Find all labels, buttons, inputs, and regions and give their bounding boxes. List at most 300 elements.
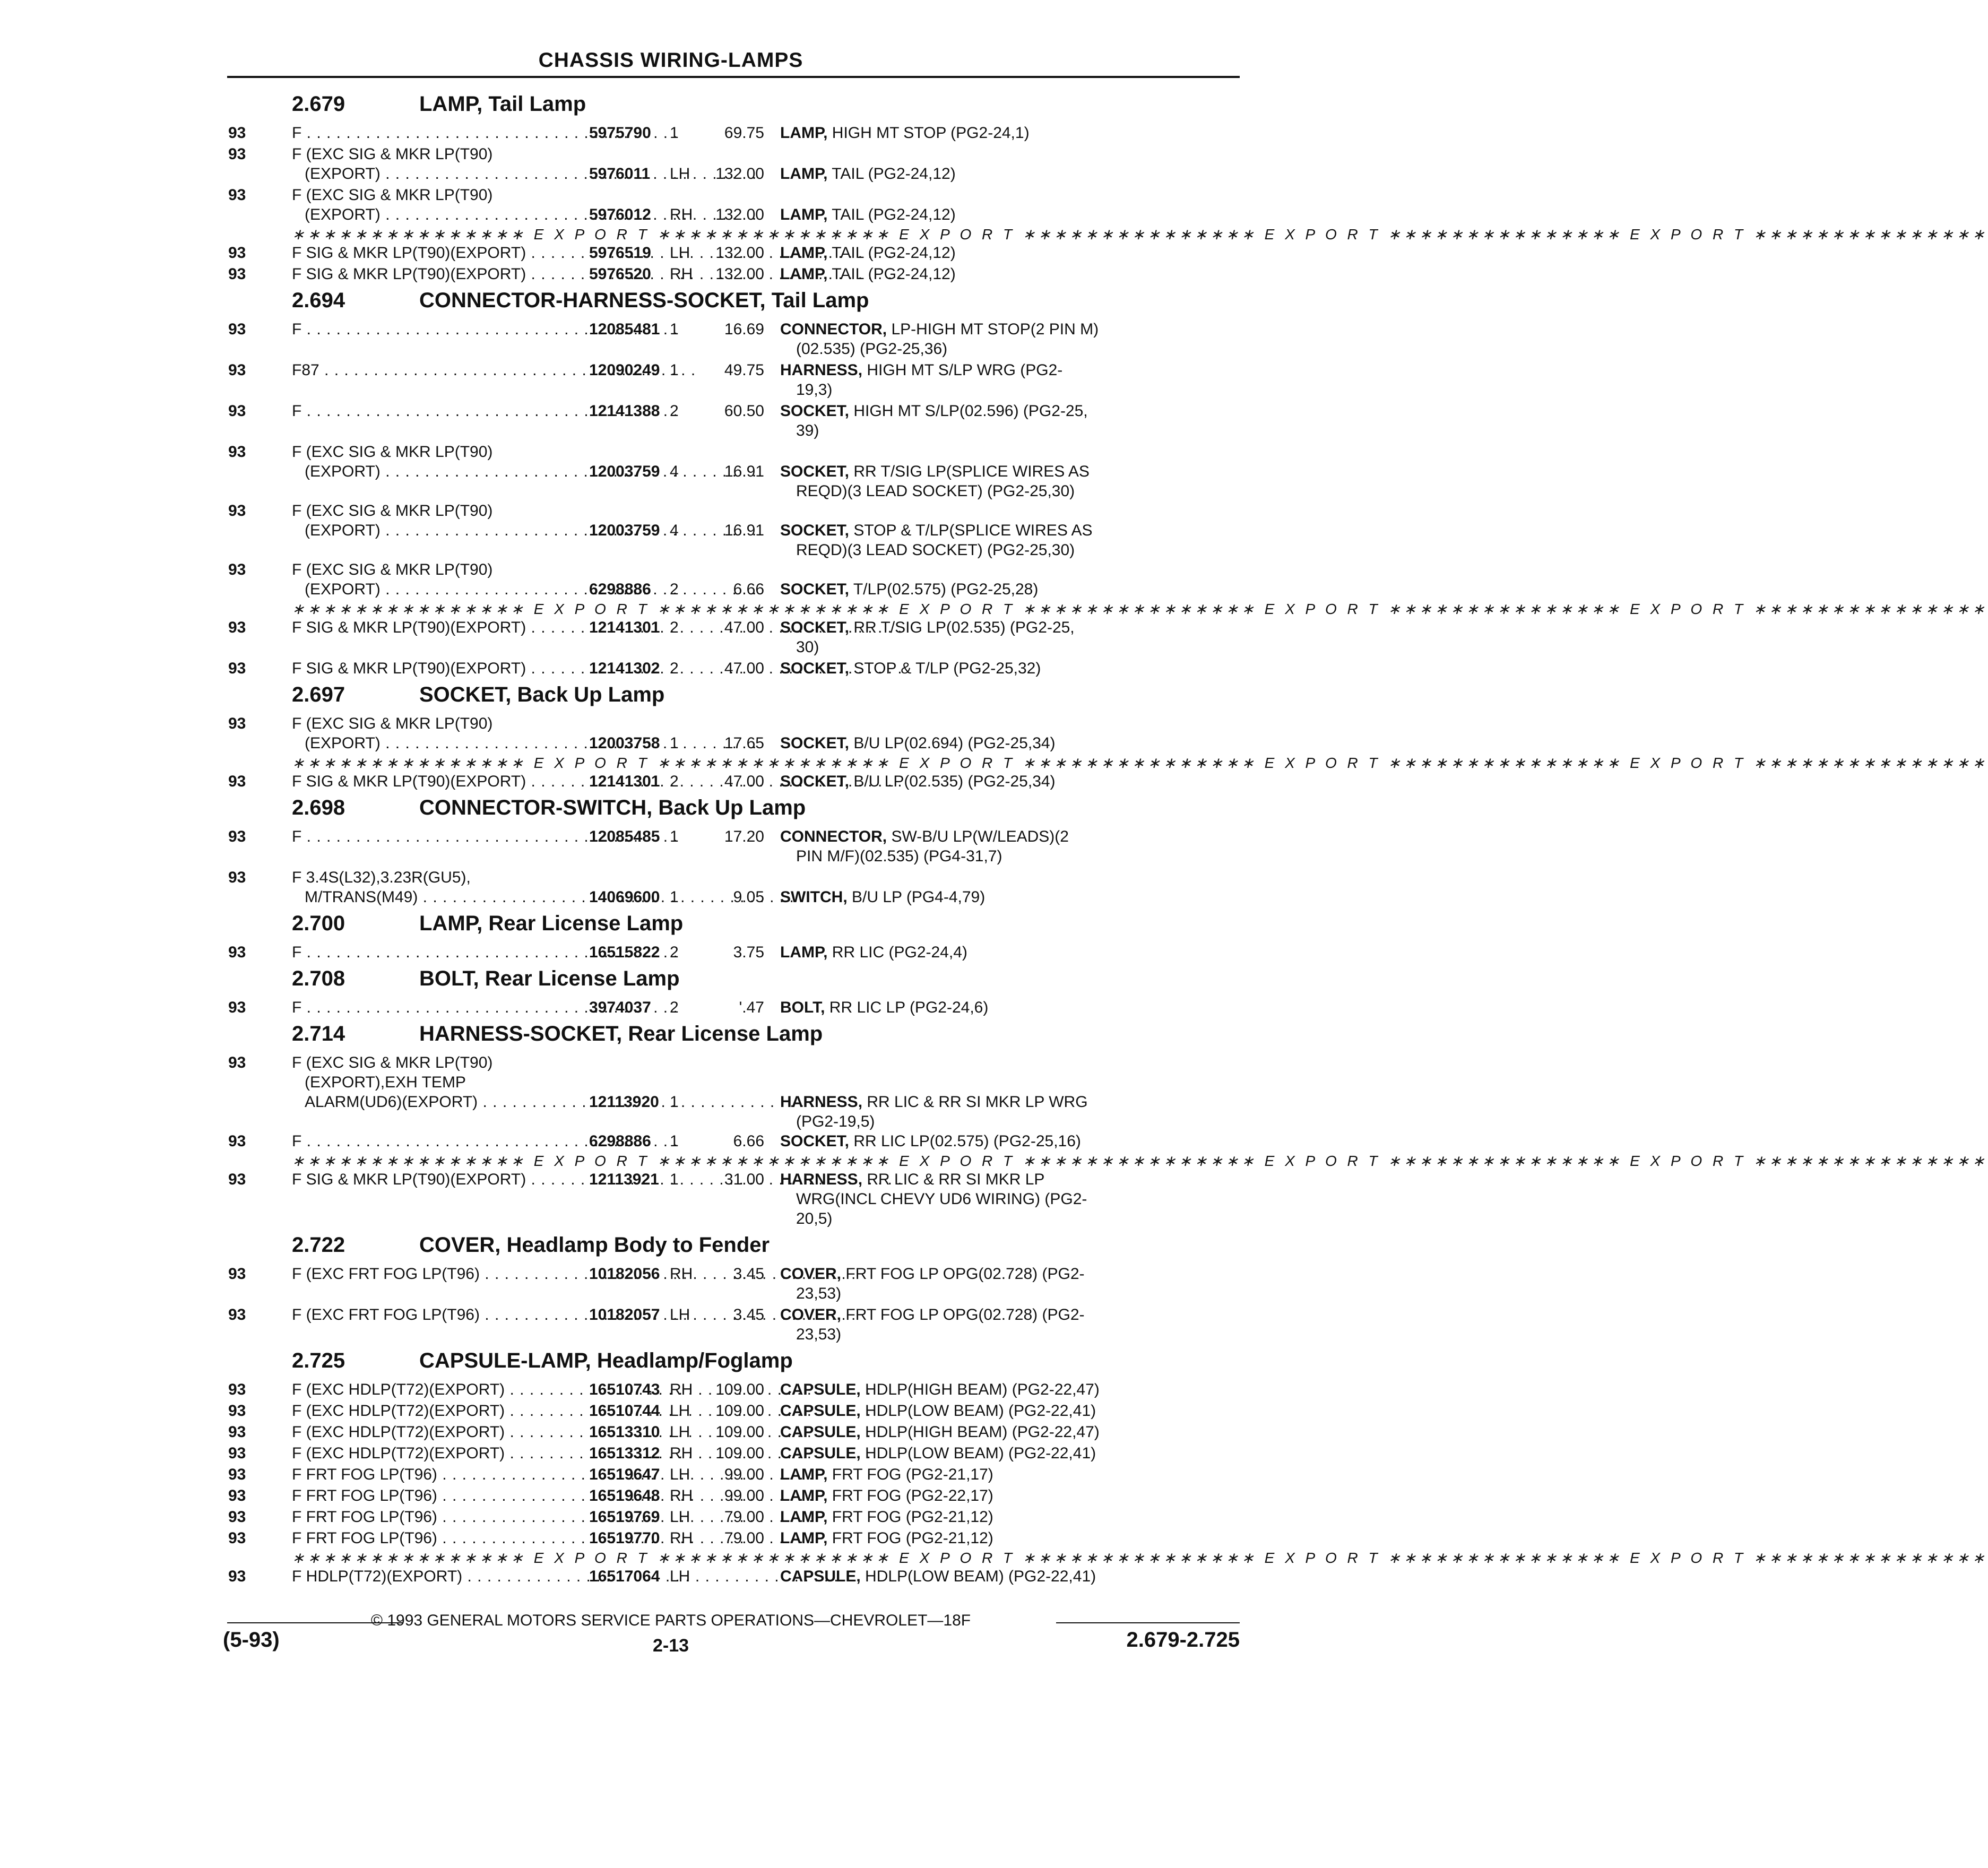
quantity: 2 <box>670 581 679 598</box>
section-title: CONNECTOR-HARNESS-SOCKET, Tail Lamp <box>419 289 869 312</box>
usage-description <box>292 1170 589 1189</box>
model-year: 93 <box>228 715 246 732</box>
part-row <box>228 659 1242 680</box>
price: 69.75 <box>724 124 764 142</box>
usage-description <box>292 1401 589 1421</box>
price: 16.69 <box>724 321 764 338</box>
quantity: LH <box>670 165 690 183</box>
model-year: 93 <box>228 660 246 677</box>
part-name <box>780 887 1168 907</box>
part-name-detail: (02.535) (PG2-25,36) <box>796 340 948 358</box>
footer-section-range: 2.679-2.725 <box>1126 1628 1240 1651</box>
usage-line: F . . . <box>292 942 589 962</box>
part-row <box>228 1443 1242 1465</box>
part-name-detail: 30) <box>796 638 819 656</box>
quantity: RH <box>670 1445 693 1462</box>
price: 132.00 <box>715 165 764 183</box>
part-name-keyword: CONNECTOR, <box>780 828 887 845</box>
usage-description <box>292 714 589 753</box>
price: 49.75 <box>724 361 764 379</box>
usage-description <box>292 123 589 143</box>
part-name <box>780 1264 1168 1303</box>
usage-line: F (EXC SIG & MKR LP(T90) <box>292 502 493 520</box>
model-year: 93 <box>228 1381 246 1398</box>
part-row <box>228 1131 1242 1153</box>
part-name <box>780 1380 1168 1399</box>
part-name-keyword: CONNECTOR, <box>780 321 887 338</box>
part-name-detail: TAIL (PG2-24,12) <box>827 244 956 262</box>
usage-description <box>292 144 589 184</box>
usage-line: F . . . <box>292 123 589 143</box>
usage-description <box>292 1422 589 1442</box>
model-year: 93 <box>228 124 246 142</box>
part-name-detail: FRT FOG (PG2-21,17) <box>827 1466 993 1483</box>
part-number: 14069600 <box>589 888 660 906</box>
part-name <box>780 942 1168 962</box>
part-name <box>780 164 1168 184</box>
part-name-detail: RR T/SIG LP(02.535) (PG2-25, <box>849 619 1075 636</box>
usage-line: (EXPORT) . . . <box>292 580 589 599</box>
section-title: CONNECTOR-SWITCH, Back Up Lamp <box>419 796 806 819</box>
part-number: 12003759 <box>589 463 660 480</box>
part-name-keyword: SOCKET, <box>780 619 850 636</box>
part-row <box>228 942 1242 964</box>
section-title: HARNESS-SOCKET, Rear License Lamp <box>419 1022 823 1045</box>
price: 9.05 <box>733 888 764 906</box>
quantity: LH <box>670 1568 690 1585</box>
section-title: SOCKET, Back Up Lamp <box>419 683 665 706</box>
usage-description <box>292 1053 589 1112</box>
part-number: 12003758 <box>589 734 660 752</box>
usage-line: F . . . <box>292 827 589 846</box>
part-name <box>780 1305 1168 1344</box>
price: 16.91 <box>724 522 764 539</box>
part-number: 12141302 <box>589 660 660 677</box>
usage-line: (EXPORT) . . . <box>292 733 589 753</box>
model-year: 93 <box>228 561 246 578</box>
usage-line: F HDLP(T72)(EXPORT) . . . <box>292 1567 589 1586</box>
part-name-detail: B/U LP(02.694) (PG2-25,34) <box>849 734 1056 752</box>
part-number: 12141301 <box>589 619 660 636</box>
part-name-keyword: SOCKET, <box>780 522 850 539</box>
usage-description <box>292 827 589 846</box>
part-name-line <box>780 123 1168 143</box>
part-name <box>780 659 1168 678</box>
price: 79.00 <box>724 1529 764 1547</box>
part-name <box>780 1528 1168 1548</box>
part-name-detail: B/U LP(02.535) (PG2-25,34) <box>849 773 1056 790</box>
part-name-line <box>780 1443 1168 1463</box>
part-name-line <box>780 1528 1168 1548</box>
price: 6.66 <box>733 1132 764 1150</box>
usage-line: F 3.4S(L32),3.23R(GU5), <box>292 869 471 886</box>
model-year: 93 <box>228 1306 246 1324</box>
usage-description <box>292 1443 589 1463</box>
part-number: 16515822 <box>589 944 660 961</box>
part-name-line <box>780 243 1168 263</box>
price: 16.91 <box>724 463 764 480</box>
section-number: 2.708 <box>292 967 345 990</box>
part-number: 5976011 <box>589 165 651 183</box>
part-number: 12090249 <box>589 361 660 379</box>
part-name-detail: TAIL (PG2-24,12) <box>827 265 956 283</box>
section-heading <box>228 92 1242 123</box>
part-name-detail: 19,3) <box>796 381 833 399</box>
part-name-keyword: LAMP, <box>780 944 828 961</box>
part-name <box>780 462 1168 501</box>
section-heading <box>228 912 1242 942</box>
usage-description <box>292 998 589 1017</box>
part-name-detail: HDLP(HIGH BEAM) (PG2-22,47) <box>860 1381 1100 1398</box>
part-name-detail: FRT FOG LP OPG(02.728) (PG2- <box>841 1306 1085 1324</box>
part-name-detail: 23,53) <box>796 1285 842 1302</box>
usage-description <box>292 1486 589 1506</box>
part-row <box>228 319 1242 360</box>
part-name <box>780 1486 1168 1506</box>
model-year: 93 <box>228 145 246 163</box>
usage-line: (EXPORT),EXH TEMP <box>305 1074 466 1091</box>
usage-line: F SIG & MKR LP(T90)(EXPORT) . . . <box>292 1170 589 1189</box>
usage-line: F (EXC SIG & MKR LP(T90) <box>292 715 493 732</box>
model-year: 93 <box>228 1054 246 1071</box>
price: 109.00 <box>715 1445 764 1462</box>
price: 17.20 <box>724 828 764 845</box>
part-name-detail: T/LP(02.575) (PG2-25,28) <box>849 581 1039 598</box>
usage-description <box>292 659 589 678</box>
part-name-line <box>780 733 1168 753</box>
usage-line: F (EXC FRT FOG LP(T96) . . . <box>292 1305 589 1325</box>
part-number: 12141388 <box>589 402 660 420</box>
part-row <box>228 1401 1242 1422</box>
part-name-line <box>780 637 1168 657</box>
part-row <box>228 1170 1242 1230</box>
part-row <box>228 1507 1242 1528</box>
usage-line: F FRT FOG LP(T96) . . . <box>292 1507 589 1527</box>
quantity: LH <box>670 1466 690 1483</box>
model-year: 93 <box>228 321 246 338</box>
part-row <box>228 868 1242 909</box>
price: 60.50 <box>724 402 764 420</box>
usage-line: F FRT FOG LP(T96) . . . <box>292 1486 589 1506</box>
usage-line: F (EXC FRT FOG LP(T96) . . . <box>292 1264 589 1284</box>
part-name <box>780 401 1168 440</box>
model-year: 93 <box>228 1568 246 1585</box>
part-number: 5976519 <box>589 244 651 262</box>
part-name-line <box>780 772 1168 791</box>
part-name <box>780 1422 1168 1442</box>
part-name-detail: HDLP(LOW BEAM) (PG2-22,41) <box>860 1568 1096 1585</box>
part-name <box>780 1401 1168 1421</box>
part-name-detail: STOP & T/LP(SPLICE WIRES AS <box>849 522 1093 539</box>
quantity: 1 <box>670 321 679 338</box>
part-name-line <box>780 1305 1168 1325</box>
part-name <box>780 521 1168 560</box>
section-heading <box>228 1233 1242 1264</box>
part-name <box>780 1567 1168 1586</box>
usage-line: F (EXC SIG & MKR LP(T90) <box>292 1054 493 1071</box>
part-row <box>228 501 1242 560</box>
usage-line: F (EXC SIG & MKR LP(T90) <box>292 561 493 578</box>
part-name-detail: LP-HIGH MT STOP(2 PIN M) <box>887 321 1099 338</box>
part-name-keyword: BOLT, <box>780 999 825 1016</box>
model-year: 93 <box>228 1171 246 1188</box>
part-name-keyword: LAMP, <box>780 206 828 223</box>
section-heading <box>228 289 1242 319</box>
part-row <box>228 1465 1242 1486</box>
price: 99.00 <box>724 1466 764 1483</box>
part-name-detail: HDLP(LOW BEAM) (PG2-22,41) <box>860 1445 1096 1462</box>
part-name-keyword: LAMP, <box>780 1487 828 1504</box>
part-number: 16519769 <box>589 1508 660 1526</box>
part-name-line <box>780 380 1168 400</box>
part-row <box>228 264 1242 286</box>
part-name <box>780 243 1168 263</box>
price: 132.00 <box>715 206 764 223</box>
usage-description <box>292 1264 589 1284</box>
model-year: 93 <box>228 944 246 961</box>
part-name-detail: RR LIC & RR SI MKR LP <box>862 1171 1045 1188</box>
part-name-keyword: HARNESS, <box>780 1093 863 1111</box>
part-name <box>780 123 1168 143</box>
part-number: 6298886 <box>589 581 651 598</box>
part-name-line <box>780 659 1168 678</box>
usage-description <box>292 618 589 637</box>
part-name-line <box>780 846 1168 866</box>
usage-description <box>292 772 589 791</box>
price: 99.00 <box>724 1487 764 1504</box>
part-name-detail: HIGH MT S/LP(02.596) (PG2-25, <box>849 402 1088 420</box>
price: 3.45 <box>733 1265 764 1283</box>
quantity: RH <box>670 206 693 223</box>
quantity: RH <box>670 1487 693 1504</box>
usage-description <box>292 1507 589 1527</box>
usage-description <box>292 560 589 599</box>
part-row <box>228 1422 1242 1443</box>
usage-line: F SIG & MKR LP(T90)(EXPORT) . . . <box>292 659 589 678</box>
part-name-detail: HIGH MT S/LP WRG (PG2- <box>862 361 1063 379</box>
part-number: 3974037 <box>589 999 651 1016</box>
part-number: 10182056 <box>589 1265 660 1283</box>
part-name-line <box>780 339 1168 359</box>
model-year: 93 <box>228 1487 246 1504</box>
part-row <box>228 827 1242 868</box>
usage-description <box>292 401 589 421</box>
part-name-line <box>780 164 1168 184</box>
quantity: LH <box>670 1306 690 1324</box>
section-number: 2.722 <box>292 1233 345 1257</box>
part-name-detail: TAIL (PG2-24,12) <box>827 165 956 183</box>
part-name-keyword: LAMP, <box>780 124 828 142</box>
section-heading <box>228 796 1242 827</box>
model-year: 93 <box>228 1265 246 1283</box>
usage-description <box>292 264 589 284</box>
part-name-detail: RR LIC (PG2-24,4) <box>827 944 967 961</box>
part-name-keyword: LAMP, <box>780 1466 828 1483</box>
part-name-detail: TAIL (PG2-24,12) <box>827 206 956 223</box>
model-year: 93 <box>228 1466 246 1483</box>
price: 109.00 <box>715 1402 764 1420</box>
model-year: 93 <box>228 1402 246 1420</box>
part-name-detail: FRT FOG (PG2-21,12) <box>827 1508 993 1526</box>
usage-line: F FRT FOG LP(T96) . . . <box>292 1528 589 1548</box>
quantity: RH <box>670 265 693 283</box>
quantity: 4 <box>670 522 679 539</box>
quantity: LH <box>670 1402 690 1420</box>
part-row <box>228 144 1242 185</box>
part-name <box>780 1092 1168 1131</box>
usage-description <box>292 360 589 380</box>
part-name-line <box>780 1170 1168 1189</box>
part-row <box>228 185 1242 226</box>
part-name <box>780 618 1168 657</box>
usage-line: ALARM(UD6)(EXPORT) . . . <box>292 1092 589 1112</box>
header-rule <box>227 76 1240 78</box>
part-name-line <box>780 1209 1168 1229</box>
usage-line: (EXPORT) . . . <box>292 205 589 224</box>
price: '.47 <box>739 999 764 1016</box>
part-row <box>228 1486 1242 1507</box>
model-year: 93 <box>228 186 246 204</box>
part-name-line <box>780 827 1168 846</box>
quantity: 1 <box>670 1171 679 1188</box>
part-number: 12085481 <box>589 321 660 338</box>
usage-line: F (EXC SIG & MKR LP(T90) <box>292 443 493 461</box>
usage-line: F SIG & MKR LP(T90)(EXPORT) . . . <box>292 772 589 791</box>
part-row <box>228 1567 1242 1588</box>
model-year: 93 <box>228 402 246 420</box>
part-name-detail: FRT FOG LP OPG(02.728) (PG2- <box>841 1265 1085 1283</box>
part-number: 10182057 <box>589 1306 660 1324</box>
section-heading <box>228 683 1242 714</box>
section-title: COVER, Headlamp Body to Fender <box>419 1233 770 1257</box>
part-name-line <box>780 618 1168 637</box>
part-name-detail: 20,5) <box>796 1210 833 1227</box>
part-name-keyword: LAMP, <box>780 265 828 283</box>
part-name <box>780 1465 1168 1484</box>
part-name-line <box>780 401 1168 421</box>
part-name-detail: (PG2-19,5) <box>796 1113 875 1130</box>
part-row <box>228 714 1242 755</box>
part-name-detail: FRT FOG (PG2-21,12) <box>827 1529 993 1547</box>
part-name <box>780 1507 1168 1527</box>
part-number: 16519648 <box>589 1487 660 1504</box>
price: 3.75 <box>733 944 764 961</box>
part-row <box>228 123 1242 144</box>
parts-listing <box>228 89 1988 1588</box>
quantity: 2 <box>670 619 679 636</box>
part-name-keyword: SOCKET, <box>780 1132 850 1150</box>
export-divider: ∗∗∗∗∗∗∗∗∗∗∗∗∗∗∗ E X P O R T ∗∗∗∗∗∗∗∗∗∗∗∗∗∗∗ E X P O R T ∗∗∗∗∗∗∗∗∗∗∗∗∗∗∗ E X P O R T ∗∗∗∗∗∗∗∗∗∗∗∗∗∗∗ E X P O R T ∗∗∗∗∗∗∗∗∗∗∗∗∗∗∗ <box>292 226 1988 243</box>
part-name-keyword: COVER, <box>780 1306 842 1324</box>
quantity: 2 <box>670 999 679 1016</box>
part-number: 6298886 <box>589 1132 651 1150</box>
part-name-line <box>780 462 1168 481</box>
part-name-detail: RR LIC & RR SI MKR LP WRG <box>862 1093 1088 1111</box>
part-name-line <box>780 360 1168 380</box>
part-name-detail: B/U LP (PG4-4,79) <box>847 888 986 906</box>
quantity: 1 <box>670 828 679 845</box>
part-name-keyword: COVER, <box>780 1265 842 1283</box>
model-year: 93 <box>228 443 246 461</box>
part-name <box>780 1131 1168 1151</box>
part-row <box>228 243 1242 264</box>
quantity: 1 <box>670 734 679 752</box>
quantity: 2 <box>670 773 679 790</box>
part-name-keyword: SOCKET, <box>780 581 850 598</box>
part-name-keyword: LAMP, <box>780 1529 828 1547</box>
quantity: 2 <box>670 660 679 677</box>
part-name <box>780 772 1168 791</box>
part-name <box>780 580 1168 599</box>
part-name-line <box>780 264 1168 284</box>
usage-line: (EXPORT) . . . <box>292 521 589 540</box>
part-name-detail: FRT FOG (PG2-22,17) <box>827 1487 993 1504</box>
model-year: 93 <box>228 773 246 790</box>
price: 17.65 <box>724 734 764 752</box>
part-name-keyword: LAMP, <box>780 244 828 262</box>
part-number: 5976520 <box>589 265 651 283</box>
usage-description <box>292 942 589 962</box>
part-name-line <box>780 540 1168 560</box>
part-row <box>228 1305 1242 1346</box>
section-number: 2.700 <box>292 912 345 935</box>
part-name-detail: WRG(INCL CHEVY UD6 WIRING) (PG2- <box>796 1190 1087 1208</box>
export-divider: ∗∗∗∗∗∗∗∗∗∗∗∗∗∗∗ E X P O R T ∗∗∗∗∗∗∗∗∗∗∗∗∗∗∗ E X P O R T ∗∗∗∗∗∗∗∗∗∗∗∗∗∗∗ E X P O R T ∗∗∗∗∗∗∗∗∗∗∗∗∗∗∗ E X P O R T ∗∗∗∗∗∗∗∗∗∗∗∗∗∗∗ <box>292 1153 1988 1169</box>
part-name <box>780 733 1168 753</box>
model-year: 93 <box>228 828 246 845</box>
part-row <box>228 360 1242 401</box>
part-name-line <box>780 1401 1168 1421</box>
usage-description <box>292 185 589 224</box>
usage-description <box>292 501 589 540</box>
usage-description <box>292 1305 589 1325</box>
section-number: 2.698 <box>292 796 345 819</box>
part-name-detail: PIN M/F)(02.535) (PG4-31,7) <box>796 847 1002 865</box>
part-name <box>780 1170 1168 1229</box>
quantity: LH <box>670 244 690 262</box>
part-row <box>228 401 1242 442</box>
usage-line: F SIG & MKR LP(T90)(EXPORT) . . . <box>292 264 589 284</box>
footer-date: (5-93) <box>223 1628 280 1651</box>
part-name-detail: REQD)(3 LEAD SOCKET) (PG2-25,30) <box>796 482 1075 500</box>
part-row <box>228 560 1242 601</box>
part-name-detail: HIGH MT STOP (PG2-24,1) <box>827 124 1030 142</box>
export-divider: ∗∗∗∗∗∗∗∗∗∗∗∗∗∗∗ E X P O R T ∗∗∗∗∗∗∗∗∗∗∗∗∗∗∗ E X P O R T ∗∗∗∗∗∗∗∗∗∗∗∗∗∗∗ E X P O R T ∗∗∗∗∗∗∗∗∗∗∗∗∗∗∗ E X P O R T ∗∗∗∗∗∗∗∗∗∗∗∗∗∗∗ <box>292 755 1988 771</box>
part-name-line <box>780 1486 1168 1506</box>
section-title: BOLT, Rear License Lamp <box>419 967 680 990</box>
usage-description <box>292 1380 589 1399</box>
part-name-detail: RR LIC LP (PG2-24,6) <box>825 999 989 1016</box>
section-number: 2.679 <box>292 92 345 116</box>
export-divider: ∗∗∗∗∗∗∗∗∗∗∗∗∗∗∗ E X P O R T ∗∗∗∗∗∗∗∗∗∗∗∗∗∗∗ E X P O R T ∗∗∗∗∗∗∗∗∗∗∗∗∗∗∗ E X P O R T ∗∗∗∗∗∗∗∗∗∗∗∗∗∗∗ E X P O R T ∗∗∗∗∗∗∗∗∗∗∗∗∗∗∗ <box>292 1550 1988 1566</box>
part-name-line <box>780 319 1168 339</box>
part-name-detail: RR LIC LP(02.575) (PG2-25,16) <box>849 1132 1081 1150</box>
section-title: LAMP, Rear License Lamp <box>419 912 684 935</box>
model-year: 93 <box>228 265 246 283</box>
quantity: LH <box>670 1423 690 1441</box>
part-name-keyword: CAPSULE, <box>780 1568 861 1585</box>
part-name-keyword: CAPSULE, <box>780 1402 861 1420</box>
quantity: 1 <box>670 1093 679 1111</box>
usage-description <box>292 319 589 339</box>
section-number: 2.725 <box>292 1349 345 1372</box>
part-row <box>228 1380 1242 1401</box>
quantity: 1 <box>670 361 679 379</box>
part-name-line <box>780 205 1168 224</box>
page-title: CHASSIS WIRING-LAMPS <box>538 49 803 72</box>
part-name-line <box>780 481 1168 501</box>
quantity: RH <box>670 1265 693 1283</box>
